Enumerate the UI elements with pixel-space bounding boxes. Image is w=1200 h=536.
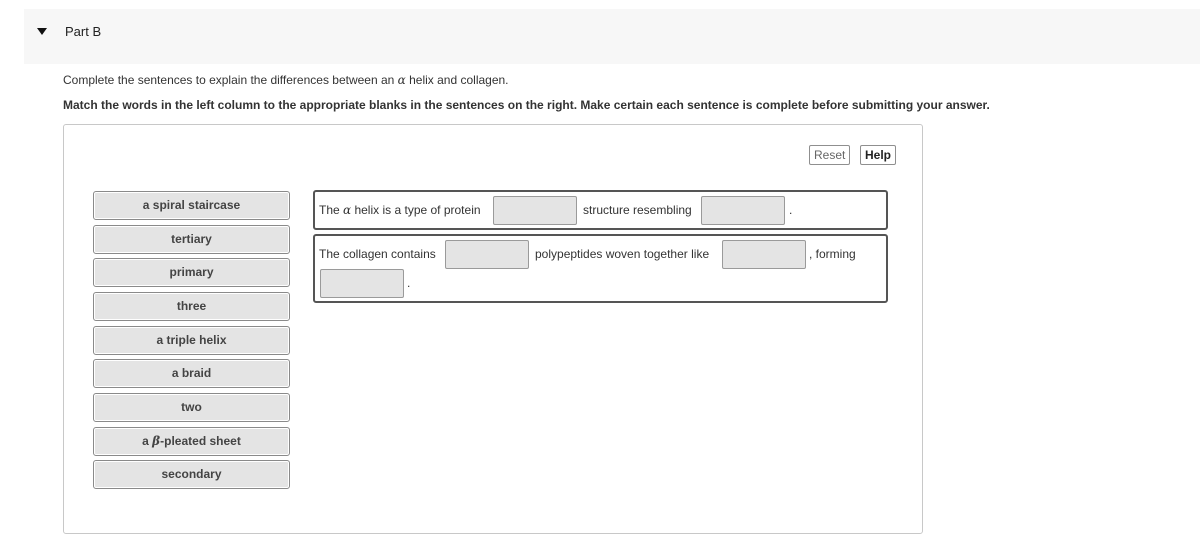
intro-text-after: helix and collagen. [405,73,509,87]
drop-target-2-resemblance[interactable] [701,196,785,225]
sentence-2-text-3: , forming [809,247,856,261]
drop-target-3-count[interactable] [445,240,529,269]
part-title: Part B [65,24,102,39]
sentence-1 [313,190,888,230]
reset-button[interactable]: Reset [809,145,850,165]
sentence-1-helix-text: helix is a type of protein [351,203,481,217]
sentence-2-text-1: The collagen contains [319,247,436,261]
word-tile-tertiary[interactable]: tertiary [93,225,290,254]
intro-text-before: Complete the sentences to explain the differences between an [63,73,398,87]
word-tile-beta-post: -pleated sheet [160,434,241,448]
drop-target-1-structure-level[interactable] [493,196,577,225]
intro-text [63,73,509,87]
sentence-2 [313,234,888,303]
sentence-2-period: . [407,276,411,290]
help-button[interactable]: Help [860,145,896,165]
word-tile-three[interactable]: three [93,292,290,321]
sentence-1-text-1 [319,203,481,217]
beta-symbol: β [152,434,161,448]
sentence-1-the: The [319,203,344,217]
word-tile-beta-pleated-sheet[interactable] [93,427,290,456]
word-tile-beta-pre: a [142,434,153,448]
instruction-text: Match the words in the left column to the appropriate blanks in the sentences on the right. Make certain each sentence is complete before submitting your answer. [63,98,990,112]
part-header[interactable] [24,9,1200,64]
word-tile-two[interactable]: two [93,393,290,422]
word-tile-spiral-staircase[interactable]: a spiral staircase [93,191,290,220]
collapse-caret-icon[interactable] [37,28,47,35]
word-tile-secondary[interactable]: secondary [93,460,290,489]
alpha-symbol: α [397,73,406,87]
drop-target-5-result[interactable] [320,269,404,298]
sentence-1-text-2: structure resembling [583,203,692,217]
word-tile-primary[interactable]: primary [93,258,290,287]
sentence-1-period: . [789,203,793,217]
word-tile-braid[interactable]: a braid [93,359,290,388]
drop-target-4-likeness[interactable] [722,240,806,269]
sentence-2-text-2: polypeptides woven together like [535,247,710,261]
word-tile-triple-helix[interactable]: a triple helix [93,326,290,355]
alpha-symbol: α [343,203,352,217]
